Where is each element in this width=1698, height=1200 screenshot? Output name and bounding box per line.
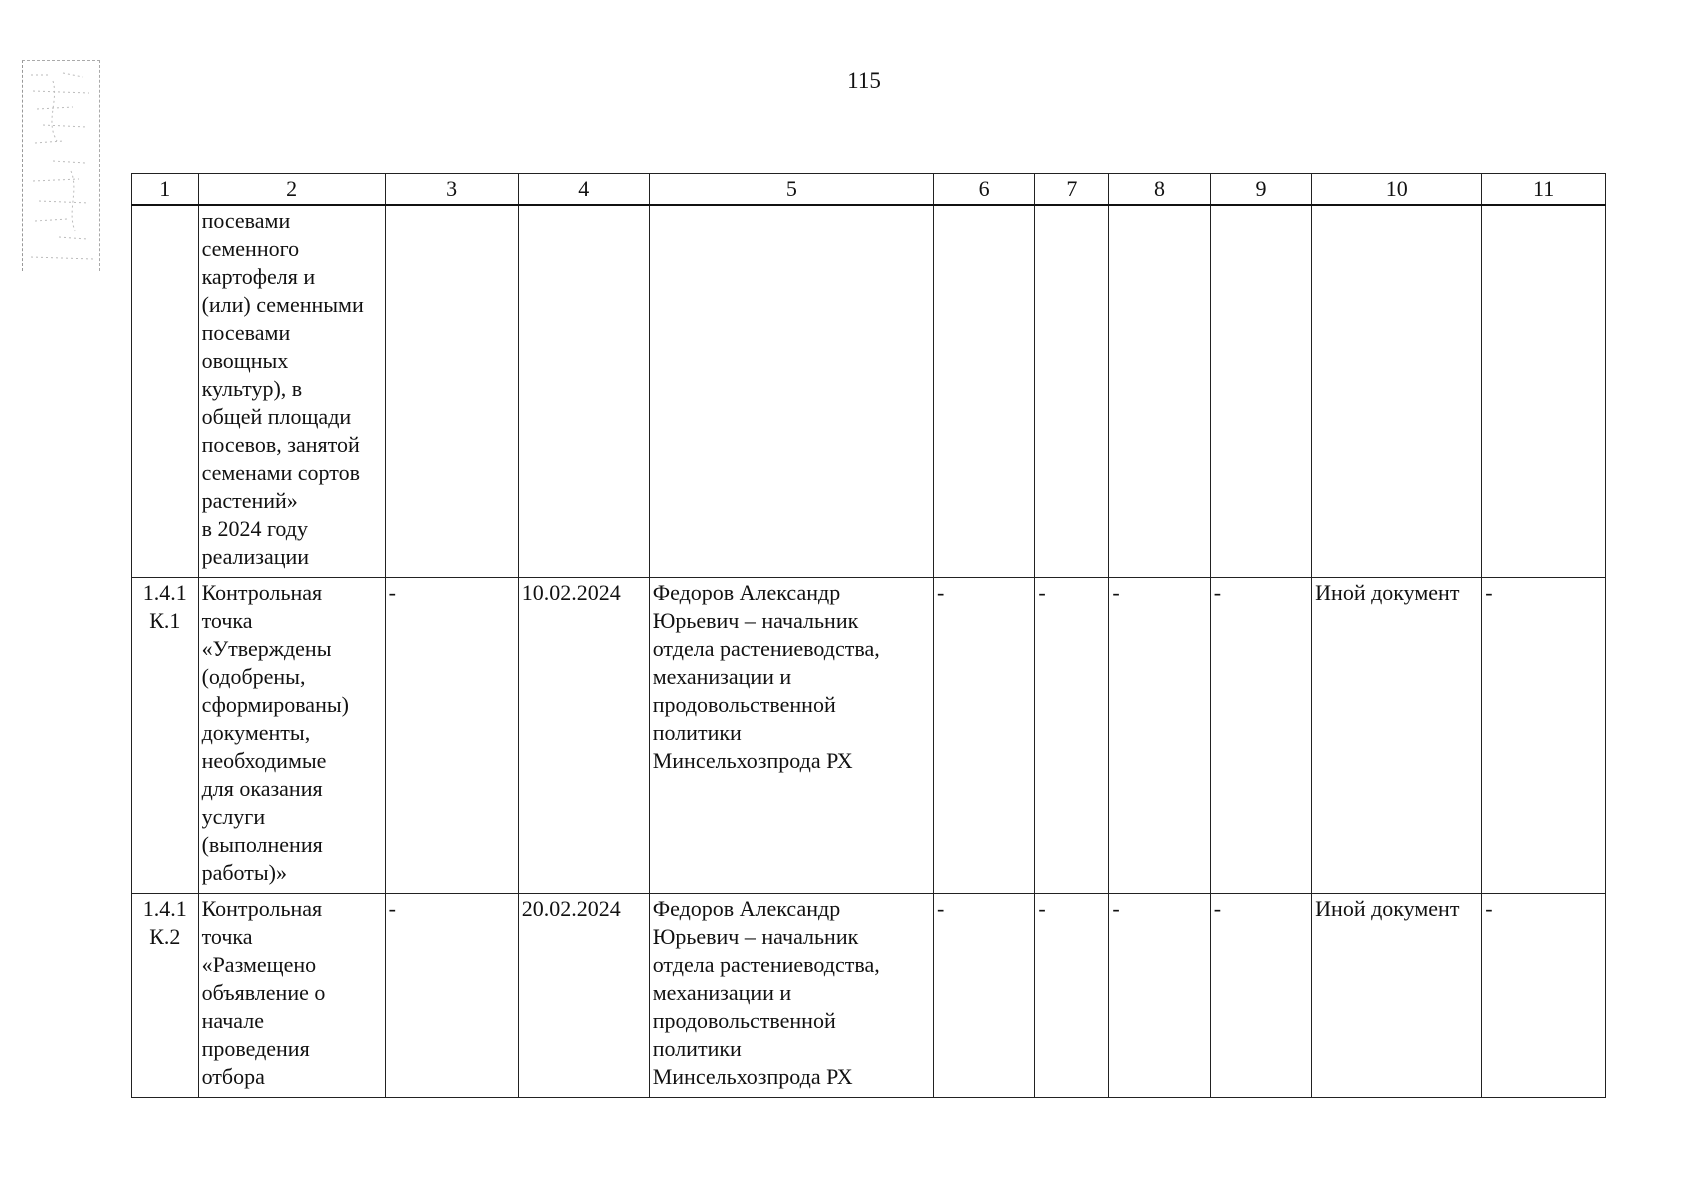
column-7-cell: -	[1035, 893, 1109, 1097]
table-row	[132, 205, 1606, 577]
date-cell: 20.02.2024	[518, 893, 649, 1097]
document-type-cell: Иной документ	[1312, 893, 1482, 1097]
item-name-cell: Контрольная точка «Размещено объявление о начале проведения отбора	[198, 893, 385, 1097]
page-number: 115	[847, 68, 881, 93]
date-cell	[518, 205, 649, 577]
table-row	[132, 577, 1606, 893]
column-3-cell: -	[385, 577, 518, 893]
column-6-cell: -	[933, 893, 1034, 1097]
table-row	[132, 893, 1606, 1097]
column-header: 1	[132, 174, 199, 206]
column-11-cell	[1482, 205, 1606, 577]
row-number-cell	[132, 205, 199, 577]
column-7-cell	[1035, 205, 1109, 577]
column-6-cell	[933, 205, 1034, 577]
column-header: 6	[933, 174, 1034, 206]
data-table	[131, 173, 1606, 1098]
document-type-cell	[1312, 205, 1482, 577]
column-header: 11	[1482, 174, 1606, 206]
row-number-cell: 1.4.1 К.2	[132, 893, 199, 1097]
column-3-cell	[385, 205, 518, 577]
column-9-cell: -	[1210, 577, 1311, 893]
item-name-cell: посевами семенного картофеля и (или) семенными посевами овощных культур), в общей площади посевов, занятой семенами сортов растений» в 2024 году реализации	[198, 205, 385, 577]
column-11-cell: -	[1482, 577, 1606, 893]
registration-stamp-image	[22, 60, 100, 271]
column-11-cell: -	[1482, 893, 1606, 1097]
document-type-cell: Иной документ	[1312, 577, 1482, 893]
responsible-cell: Федоров Александр Юрьевич – начальник отдела растениеводства, механизации и продовольственной политики Минсельхозпрода РХ	[649, 893, 933, 1097]
responsible-cell: Федоров Александр Юрьевич – начальник отдела растениеводства, механизации и продовольственной политики Минсельхозпрода РХ	[649, 577, 933, 893]
column-9-cell	[1210, 205, 1311, 577]
column-9-cell: -	[1210, 893, 1311, 1097]
column-header: 5	[649, 174, 933, 206]
column-header: 2	[198, 174, 385, 206]
column-header: 8	[1109, 174, 1210, 206]
column-8-cell	[1109, 205, 1210, 577]
column-7-cell: -	[1035, 577, 1109, 893]
column-header: 4	[518, 174, 649, 206]
date-cell: 10.02.2024	[518, 577, 649, 893]
column-header: 9	[1210, 174, 1311, 206]
column-header: 10	[1312, 174, 1482, 206]
responsible-cell	[649, 205, 933, 577]
table-header-row	[132, 174, 1606, 206]
column-6-cell: -	[933, 577, 1034, 893]
column-8-cell: -	[1109, 577, 1210, 893]
column-header: 3	[385, 174, 518, 206]
column-header: 7	[1035, 174, 1109, 206]
column-8-cell: -	[1109, 893, 1210, 1097]
column-3-cell: -	[385, 893, 518, 1097]
item-name-cell: Контрольная точка «Утверждены (одобрены, сформированы) документы, необходимые для оказания услуги (выполнения работы)»	[198, 577, 385, 893]
row-number-cell: 1.4.1 К.1	[132, 577, 199, 893]
